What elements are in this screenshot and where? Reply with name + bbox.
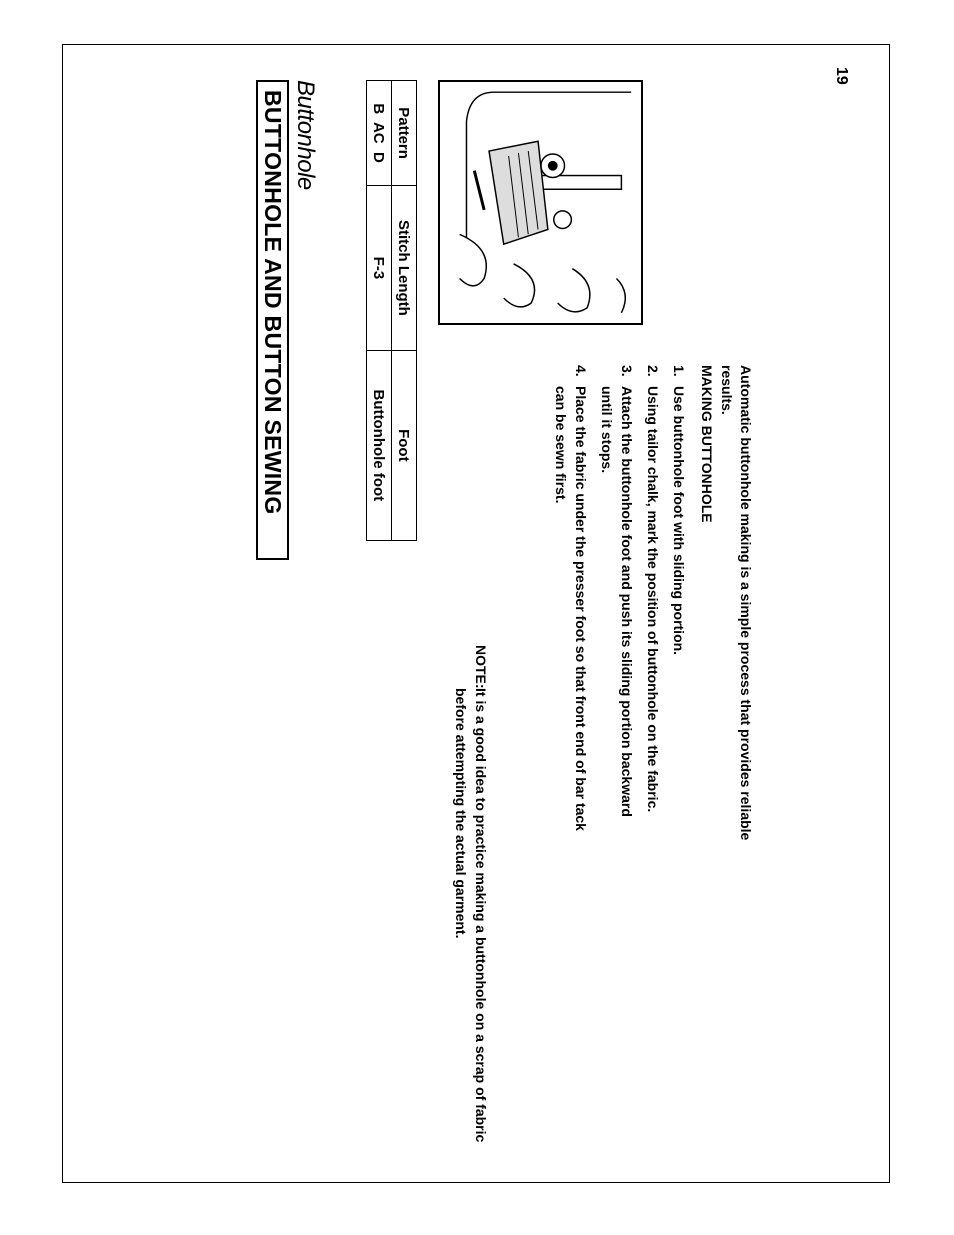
step-text: Use buttonhole foot with sliding portion. (671, 386, 687, 656)
illustration-drawing (440, 82, 641, 323)
steps-list (551, 365, 689, 845)
intro-text: Automatic buttonhole making is a simple process that provides reliable results. (719, 365, 754, 841)
page-title (256, 80, 289, 560)
header-foot: Foot (392, 350, 417, 540)
cell-foot: Buttonhole foot (367, 350, 392, 540)
instructions (545, 365, 755, 845)
note-label: NOTE: (473, 645, 489, 689)
step-number: 2. (645, 365, 661, 377)
buttonhole-foot-illustration (438, 80, 643, 325)
page-number: 19 (833, 67, 850, 85)
step-number: 3. (619, 365, 635, 377)
step-number: 1. (671, 365, 687, 377)
step-text: Attach the buttonhole foot and push its sliding portion backward until it stops. (599, 386, 635, 817)
making-buttonhole-heading: MAKING BUTTONHOLE (699, 365, 715, 523)
step-text: Place the fabric under the presser foot so that front end of bar tack can be sewn first. (553, 386, 589, 831)
rotated-page (63, 45, 891, 1184)
step-number: 4. (573, 365, 589, 377)
settings-table (366, 80, 417, 541)
cell-pattern: B AC D (367, 81, 392, 186)
header-pattern: Pattern (392, 81, 417, 186)
list-item (597, 365, 637, 845)
table-header-row (392, 81, 417, 541)
note-text: It is a good idea to practice making a buttonhole on a scrap of fabric before attempting the actual garment. (453, 688, 489, 1143)
section-subtitle: Buttonhole (292, 80, 319, 190)
cell-stitch-length: F-3 (367, 186, 392, 351)
list-item (643, 365, 663, 845)
list-item (669, 365, 689, 845)
header-stitch-length: Stitch Length (392, 186, 417, 351)
page-title-text: BUTTONHOLE AND BUTTON SEWING (260, 90, 286, 515)
list-item (551, 365, 591, 845)
table-row (367, 81, 392, 541)
page-frame (62, 44, 890, 1183)
step-text: Using tailor chalk, mark the position of buttonhole on the fabric. (645, 386, 661, 813)
